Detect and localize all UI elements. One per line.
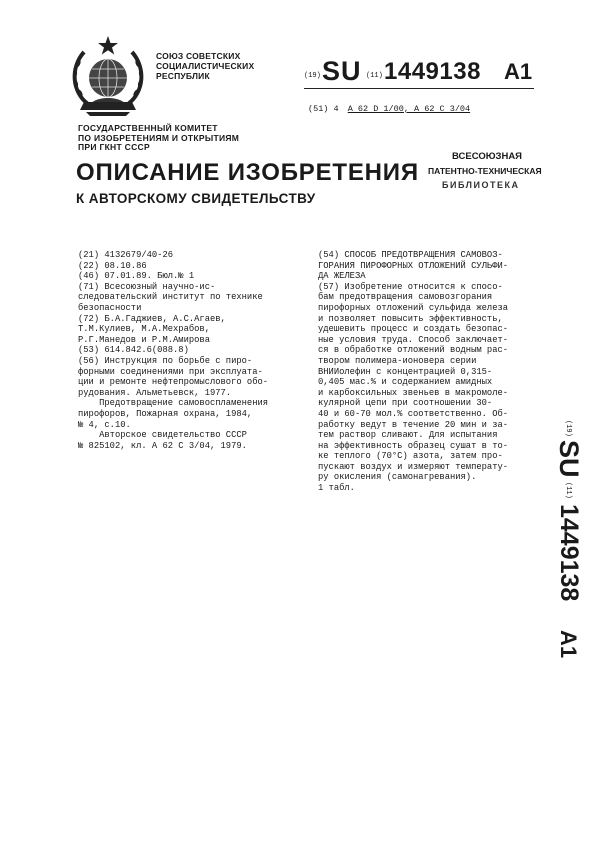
code-11: (11): [366, 72, 383, 80]
org-line: СОЮЗ СОВЕТСКИХ: [156, 51, 241, 61]
abstract-line: и карбоксильных звеньев в макромоле-: [318, 387, 509, 398]
abstract-line: ВНИИолефин с концентрацией 0,315-: [318, 366, 493, 377]
biblio-line: Предотвращение самовоспламенения: [78, 398, 269, 409]
biblio-line: № 4, с.10.: [78, 419, 131, 430]
bibliographic-data-column: [78, 250, 268, 451]
biblio-line: форными соединениями при эксплуата-: [78, 366, 263, 377]
abstract-line: ные условия труда. Способ заключает-: [318, 334, 509, 345]
abstract-line: (54) СПОСОБ ПРЕДОТВРАЩЕНИЯ САМОВОЗ-: [318, 250, 503, 260]
side-patent-number: [548, 420, 588, 690]
biblio-line: (46) 07.01.89. Бюл.№ 1: [78, 271, 195, 282]
side-country-code: SU: [554, 440, 584, 478]
committee-line: ПО ИЗОБРЕТЕНИЯМ И ОТКРЫТИЯМ: [78, 132, 240, 143]
biblio-line: следовательский институт по технике: [78, 292, 263, 303]
abstract-line: 1 табл.: [318, 483, 355, 494]
abstract-line: 0,405 мас.% и содержанием амидных: [318, 377, 493, 388]
abstract-column: [318, 250, 508, 494]
abstract-line: ке теплого (70°С) азота, затем про-: [318, 451, 503, 462]
org-line: СОЦИАЛИСТИЧЕСКИХ: [156, 61, 255, 71]
document-subtitle: К АВТОРСКОМУ СВИДЕТЕЛЬСТВУ: [76, 191, 316, 206]
abstract-line: пускают воздух и измеряют температу-: [318, 461, 509, 472]
abstract-line: работку ведут в течение 20 мин и за-: [318, 419, 509, 430]
biblio-line: (72) Б.А.Гаджиев, А.С.Агаев,: [78, 313, 226, 324]
biblio-line: пирофоров, Пожарная охрана, 1984,: [78, 408, 253, 419]
country-code: SU: [322, 56, 362, 86]
stamp-line: ВСЕСОЮЗНАЯ: [452, 151, 523, 162]
abstract-line: тем раствор сливают. Для испытания: [318, 430, 498, 441]
biblio-line: безопасности: [78, 302, 142, 313]
biblio-line: (21) 4132679/40-26: [78, 250, 174, 260]
org-line: РЕСПУБЛИК: [156, 71, 210, 81]
side-code-11: (11): [564, 482, 572, 499]
biblio-line: (53) 614.842.6(088.8): [78, 345, 189, 356]
stamp-line: ПАТЕНТНО-ТЕХНИЧЕСКАЯ: [428, 166, 542, 176]
abstract-line: удешевить процесс и создать безопас-: [318, 324, 509, 335]
library-stamp: [428, 149, 540, 195]
code-51: (51) 4: [308, 104, 339, 114]
abstract-line: ДА ЖЕЛЕЗА: [318, 271, 366, 282]
ipc-line: [308, 104, 470, 114]
biblio-line: (56) Инструкция по борьбе с пиро-: [78, 355, 253, 366]
underline: [304, 88, 534, 89]
biblio-line: (22) 08.10.86: [78, 260, 147, 271]
biblio-line: рудования. Альметьевск, 1977.: [78, 387, 232, 398]
abstract-line: ру окисления (самонагревания).: [318, 472, 477, 483]
side-code-19: (19): [564, 420, 572, 437]
ipc-classification: А 62 D 1/00, А 62 С 3/04: [347, 104, 471, 114]
stamp-line: БИБЛИОТЕКА: [442, 180, 520, 190]
committee-name: [78, 124, 239, 153]
abstract-line: бам предотвращения самовозгорания: [318, 292, 493, 303]
side-patent-number-value: 1449138: [555, 504, 583, 602]
kind-code: A1: [504, 59, 533, 84]
biblio-line: (71) Всесоюзный научно-ис-: [78, 281, 216, 292]
abstract-line: пирофорных отложений сульфида железа: [318, 302, 509, 313]
biblio-line: № 825102, кл. А 62 С 3/04, 1979.: [78, 440, 247, 451]
biblio-line: Т.М.Кулиев, М.А.Мехрабов,: [78, 324, 210, 335]
patent-number: 1449138: [384, 58, 481, 85]
abstract-line: ГОРАНИЯ ПИРОФОРНЫХ ОТЛОЖЕНИЙ СУЛЬФИ-: [318, 260, 509, 271]
biblio-line: Р.Г.Манедов и Р.М.Амирова: [78, 334, 210, 345]
abstract-line: 40 и 60-70 мол.% соответственно. Об-: [318, 408, 509, 419]
biblio-line: ции и ремонте нефтепромыслового обо-: [78, 377, 269, 388]
code-19: (19): [304, 72, 321, 80]
abstract-line: кулярной цепи при соотношении 30-: [318, 398, 493, 409]
document-title: ОПИСАНИЕ ИЗОБРЕТЕНИЯ: [76, 159, 419, 186]
committee-line: ГОСУДАРСТВЕННЫЙ КОМИТЕТ: [78, 123, 218, 133]
committee-line: ПРИ ГКНТ СССР: [78, 142, 150, 152]
side-kind-code: A1: [556, 630, 581, 659]
abstract-line: (57) Изобретение относится к спосо-: [318, 281, 503, 292]
biblio-line: Авторское свидетельство СССР: [78, 430, 247, 441]
abstract-line: твором полимера-ионовера серии: [318, 355, 477, 366]
abstract-line: на эффективность образец сушат в то-: [318, 440, 509, 451]
abstract-line: ся в обработке отложений водным рас-: [318, 345, 509, 356]
abstract-line: и позволяет повысить эффективность,: [318, 313, 503, 324]
org-name: [156, 51, 254, 81]
ussr-state-emblem-icon: [66, 34, 150, 118]
